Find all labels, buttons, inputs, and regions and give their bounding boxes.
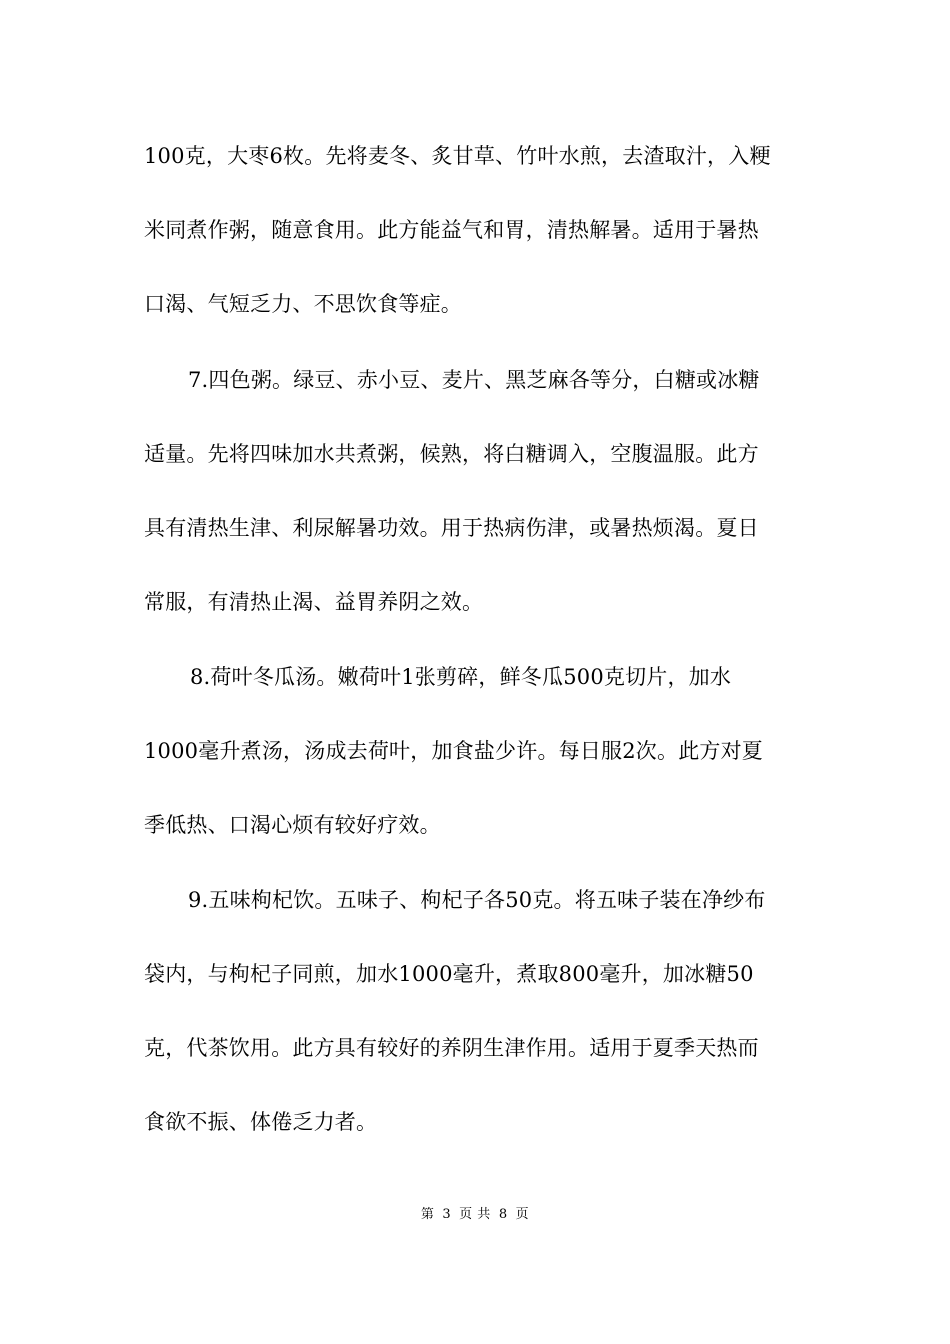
- list-item-heading-line: 8.荷叶冬瓜汤。嫩荷叶1张剪碎，鲜冬瓜500克切片，加水: [190, 665, 732, 689]
- paragraph-line: 100克，大枣6枚。先将麦冬、炙甘草、竹叶水煎，去渣取汁，入粳: [144, 144, 771, 168]
- paragraph-line: 袋内，与枸杞子同煎，加水1000毫升，煮取800毫升，加冰糖50: [144, 962, 754, 986]
- paragraph-line: 克，代茶饮用。此方具有较好的养阴生津作用。适用于夏季天热而: [144, 1036, 759, 1060]
- paragraph-line: 季低热、口渴心烦有较好疗效。: [144, 813, 441, 837]
- paragraph-line: 具有清热生津、利尿解暑功效。用于热病伤津，或暑热烦渴。夏日: [144, 516, 759, 540]
- paragraph-line: 适量。先将四味加水共煮粥，候熟，将白糖调入，空腹温服。此方: [144, 442, 759, 466]
- paragraph-line: 1000毫升煮汤，汤成去荷叶，加食盐少许。每日服2次。此方对夏: [144, 739, 764, 763]
- footer-prefix: 第: [420, 1207, 435, 1222]
- footer-total-pages: 8: [498, 1207, 508, 1222]
- list-item-heading-line: 7.四色粥。绿豆、赤小豆、麦片、黑芝麻各等分，白糖或冰糖: [188, 368, 760, 392]
- paragraph-line: 食欲不振、体倦乏力者。: [144, 1110, 378, 1134]
- paragraph-line: 常服，有清热止渴、益胃养阴之效。: [144, 590, 484, 614]
- footer-current-page: 3: [442, 1207, 452, 1222]
- paragraph-line: 米同煮作粥，随意食用。此方能益气和胃，清热解暑。适用于暑热: [144, 218, 759, 242]
- list-item-heading-line: 9.五味枸杞饮。五味子、枸杞子各50克。将五味子装在净纱布: [188, 888, 766, 912]
- paragraph-line: 口渴、气短乏力、不思饮食等症。: [144, 292, 462, 316]
- page-footer: [0, 1206, 950, 1224]
- footer-suffix: 页: [515, 1207, 530, 1222]
- footer-middle: 页 共: [459, 1207, 491, 1222]
